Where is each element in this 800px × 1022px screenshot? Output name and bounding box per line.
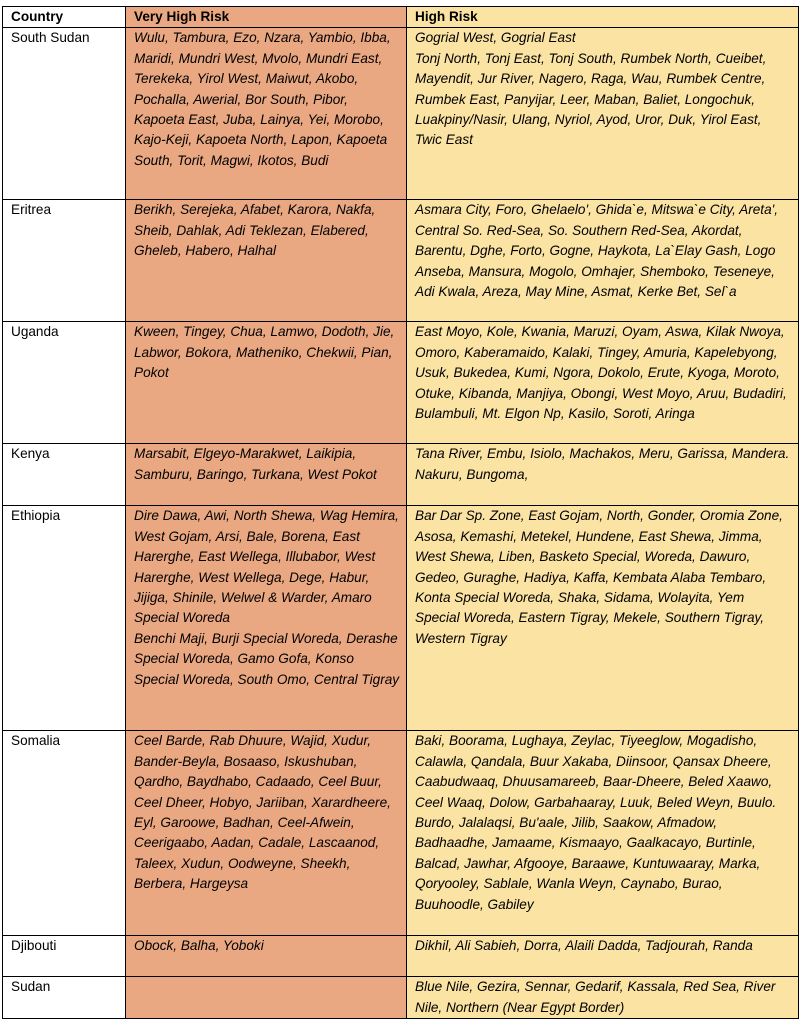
high-risk-cell: Blue Nile, Gezira, Sennar, Gedarif, Kassala, Red Sea, River Nile, Northern (Near Egypt Border) — [407, 977, 799, 1019]
very-high-risk-line: Dire Dawa, Awi, North Shewa, Wag Hemira, West Gojam, Arsi, Bale, Borena, East Harerghe, East Wellega, Illubabor, West Harerghe, West Wellega, Dege, Habur, Jijiga, Shinile, Welwel & Warder, Amaro Special Woreda — [134, 508, 399, 626]
table-row — [3, 506, 799, 731]
table-row — [3, 977, 799, 1019]
table-row — [3, 936, 799, 977]
risk-table — [2, 6, 799, 1019]
very-high-risk-cell — [126, 506, 407, 731]
high-risk-cell: Tana River, Embu, Isiolo, Machakos, Meru, Garissa, Mandera. Nakuru, Bungoma, — [407, 444, 799, 506]
country-cell: Uganda — [3, 322, 126, 444]
header-very-high-risk: Very High Risk — [126, 7, 407, 28]
header-row — [3, 7, 799, 28]
country-cell: Ethiopia — [3, 506, 126, 731]
header-country: Country — [3, 7, 126, 28]
header-high-risk: High Risk — [407, 7, 799, 28]
very-high-risk-cell: Kween, Tingey, Chua, Lamwo, Dodoth, Jie, Labwor, Bokora, Matheniko, Chekwii, Pian, Pokot — [126, 322, 407, 444]
very-high-risk-cell: Wulu, Tambura, Ezo, Nzara, Yambio, Ibba, Maridi, Mundri West, Mvolo, Mundri East, Terekeka, Yirol West, Maiwut, Akobo, Pochalla, Awerial, Bor South, Pibor, Kapoeta East, Juba, Lainya, Yei, Morobo, Kajo-Keji, Kapoeta North, Lapon, Kapoeta South, Torit, Magwi, Ikotos, Budi — [126, 28, 407, 200]
high-risk-cell: Bar Dar Sp. Zone, East Gojam, North, Gonder, Oromia Zone, Asosa, Kemashi, Metekel, Hundene, East Shewa, Jimma, West Shewa, Liben, Basketo Special, Woreda, Dawuro, Gedeo, Guraghe, Hadiya, Kaffa, Kembata Alaba Tembaro, Konta Special Woreda, Shaka, Sidama, Wolayita, Yem Special Woreda, Eastern Tigray, Mekele, Southern Tigray, Western Tigray — [407, 506, 799, 731]
high-risk-line: Tonj North, Tonj East, Tonj South, Rumbek North, Cueibet, Mayendit, Jur River, Nagero, Raga, Wau, Rumbek Centre, Rumbek East, Panyijar, Leer, Maban, Baliet, Longochuk, Luakpiny/Nasir, Ulang, Nyriol, Ayod, Uror, Duk, Yirol East, Twic East — [415, 50, 767, 148]
high-risk-cell: Asmara City, Foro, Ghelaelo', Ghida`e, Mitswa`e City, Areta', Central So. Red-Sea, So. Southern Red-Sea, Akordat, Barentu, Dghe, Forto, Gogne, Haykota, La`Elay Gash, Logo Anseba, Mansura, Mogolo, Omhajer, Shemboko, Teseneye, Adi Kwala, Areza, May Mine, Asmat, Kerke Bet, Sel`a — [407, 200, 799, 322]
table-row — [3, 200, 799, 322]
high-risk-line: Gogrial West, Gogrial East — [415, 30, 576, 46]
country-cell: Eritrea — [3, 200, 126, 322]
country-cell: Somalia — [3, 731, 126, 936]
high-risk-cell: East Moyo, Kole, Kwania, Maruzi, Oyam, Aswa, Kilak Nwoya, Omoro, Kaberamaido, Kalaki, Tingey, Amuria, Kapelebyong, Usuk, Bukedea, Kumi, Ngora, Dokolo, Erute, Kyoga, Moroto, Otuke, Kibanda, Manjiya, Obongi, West Moyo, Aruu, Budadiri, Bulambuli, Mt. Elgon Np, Kasilo, Soroti, Aringa — [407, 322, 799, 444]
table-row — [3, 731, 799, 936]
country-cell: Sudan — [3, 977, 126, 1019]
high-risk-cell: Baki, Boorama, Lughaya, Zeylac, Tiyeeglow, Mogadisho, Calawla, Qandala, Buur Xakaba, Diinsoor, Qansax Dheere, Caabudwaaq, Dhuusamareeb, Baar-Dheere, Beled Xaawo, Ceel Waaq, Dolow, Garbahaaray, Luuk, Beled Weyn, Buulo. Burdo, Jalalaqsi, Bu'aale, Jilib, Saakow, Afmadow, Badhaadhe, Jamaame, Kismaayo, Gaalkacayo, Burtinle, Balcad, Jawhar, Afgooye, Baraawe, Kuntuwaaray, Marka, Qoryooley, Sablale, Wanla Weyn, Caynabo, Burao, Buuhoodle, Gabiley — [407, 731, 799, 936]
high-risk-cell: Dikhil, Ali Sabieh, Dorra, Alaili Dadda, Tadjourah, Randa — [407, 936, 799, 977]
table-row — [3, 322, 799, 444]
high-risk-cell — [407, 28, 799, 200]
very-high-risk-line: Benchi Maji, Burji Special Woreda, Derashe Special Woreda, Gamo Gofa, Konso Special Woreda, South Omo, Central Tigray — [134, 630, 400, 687]
very-high-risk-cell: Ceel Barde, Rab Dhuure, Wajid, Xudur, Bander-Beyla, Bosaaso, Iskushuban, Qardho, Baydhabo, Cadaado, Ceel Buur, Ceel Dheer, Hobyo, Jariiban, Xarardheere, Eyl, Garoowe, Badhan, Ceel-Afwein, Ceerigaabo, Aadan, Cadale, Lascaanod, Taleex, Xudun, Oodweyne, Sheekh, Berbera, Hargeysa — [126, 731, 407, 936]
table-row — [3, 28, 799, 200]
very-high-risk-cell: Obock, Balha, Yoboki — [126, 936, 407, 977]
very-high-risk-cell: Berikh, Serejeka, Afabet, Karora, Nakfa, Sheib, Dahlak, Adi Teklezan, Elabered, Gheleb, Habero, Halhal — [126, 200, 407, 322]
very-high-risk-cell — [126, 977, 407, 1019]
country-cell: Djibouti — [3, 936, 126, 977]
country-cell: Kenya — [3, 444, 126, 506]
country-cell: South Sudan — [3, 28, 126, 200]
table-row — [3, 444, 799, 506]
very-high-risk-cell: Marsabit, Elgeyo-Marakwet, Laikipia, Samburu, Baringo, Turkana, West Pokot — [126, 444, 407, 506]
